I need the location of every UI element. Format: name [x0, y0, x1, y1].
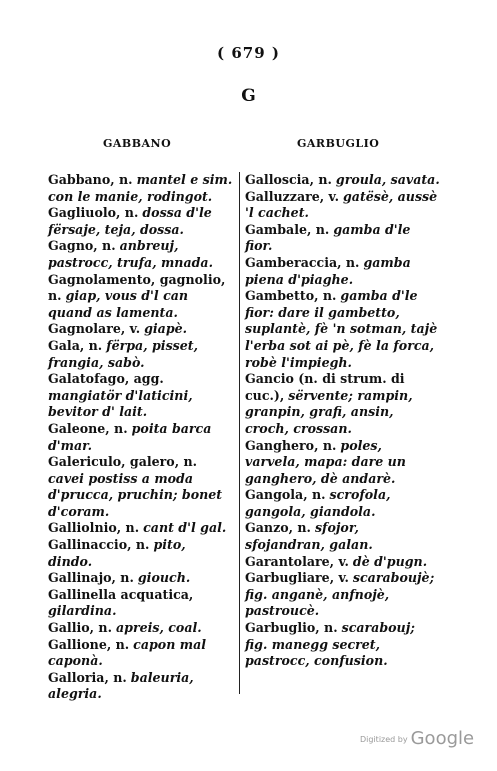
- entry-definition: poita barca d'mar.: [48, 420, 212, 453]
- dictionary-entry: [245, 371, 441, 437]
- dictionary-entry: [48, 371, 234, 421]
- entry-headword: Gallione, n.: [48, 636, 130, 652]
- entry-headword: Gallio, n.: [48, 620, 112, 636]
- entry-definition: scarabouj; fig. manegg secret, pastrocc, confusion.: [245, 620, 415, 669]
- entry-definition: baleuria, alegria.: [48, 669, 194, 702]
- dictionary-entry: [48, 338, 234, 371]
- entry-headword: Galliolnio, n.: [48, 520, 140, 536]
- dictionary-entry: [48, 620, 234, 637]
- entry-headword: Galericulo, galero, n.: [48, 454, 198, 470]
- entry-definition: dossa d'le fërsaje, teja, dossa.: [48, 205, 212, 237]
- dictionary-entry: [48, 205, 234, 238]
- dictionary-entry: [245, 288, 441, 371]
- dictionary-entry: [48, 537, 234, 570]
- entry-headword: Gagnolamento, gagnolio, n.: [48, 271, 226, 304]
- entry-headword: Ganghero, n.: [245, 437, 337, 453]
- dictionary-entry: [48, 670, 234, 703]
- entry-headword: Galluzzare, v.: [245, 188, 339, 204]
- dictionary-entry: [245, 222, 441, 255]
- entry-headword: Galatofago, agg.: [48, 371, 164, 387]
- entry-headword: Galloria, n.: [48, 669, 127, 685]
- page-number: ( 679 ): [217, 44, 280, 62]
- google-watermark: [360, 728, 474, 749]
- entry-definition: gilardina.: [48, 603, 117, 619]
- dictionary-entry: [245, 172, 441, 189]
- entry-headword: Gangola, n.: [245, 487, 326, 503]
- left-column: [48, 172, 234, 703]
- entry-headword: Gallinella acquatica,: [48, 586, 194, 602]
- dictionary-entry: [245, 487, 441, 520]
- entry-definition: poles, varvela, mapa: dare un ganghero, dè andarè.: [245, 437, 406, 486]
- entry-definition: giap, vous d'l can quand as lamenta.: [48, 288, 189, 320]
- dictionary-entry: [48, 520, 234, 537]
- dictionary-entry: [245, 520, 441, 553]
- dictionary-entry: [245, 189, 441, 222]
- dictionary-entry: [48, 421, 234, 454]
- left-column-header: GABBANO: [103, 137, 172, 150]
- entry-headword: Gambale, n.: [245, 221, 330, 237]
- entry-definition: gamba d'le fior.: [245, 221, 411, 254]
- entry-headword: Galeone, n.: [48, 420, 128, 436]
- column-divider: [239, 172, 240, 694]
- entry-definition: dè d'pugn.: [352, 553, 428, 569]
- dictionary-entry: [48, 637, 234, 670]
- entry-headword: Gala, n.: [48, 337, 103, 353]
- entry-definition: giapè.: [144, 321, 188, 337]
- entry-headword: Gallinajo, n.: [48, 570, 134, 586]
- dictionary-entry: [48, 570, 234, 587]
- dictionary-entry: [48, 587, 234, 620]
- entry-headword: Garbugliare, v.: [245, 570, 349, 586]
- entry-definition: apreis, coal.: [116, 620, 202, 636]
- entry-definition: anbreuj, pastrocc, trufa, mnada.: [48, 238, 213, 270]
- entry-definition: gamba piena d'piaghe.: [245, 254, 411, 287]
- entry-headword: Garbuglio, n.: [245, 620, 338, 636]
- dictionary-entry: [48, 172, 234, 205]
- dictionary-entry: [245, 255, 441, 288]
- entry-headword: Gagliuolo, n.: [48, 205, 139, 221]
- entry-definition: pito, dindo.: [48, 537, 186, 569]
- entry-headword: Ganzo, n.: [245, 520, 311, 536]
- dictionary-entry: [48, 454, 234, 520]
- entry-definition: fërpa, pisset, frangia, sabò.: [48, 337, 198, 370]
- watermark-prefix: Digitized by: [360, 734, 408, 744]
- section-letter: G: [241, 86, 256, 106]
- entry-headword: Gagno, n.: [48, 238, 116, 254]
- dictionary-entry: [48, 238, 234, 271]
- entry-headword: Gamberaccia, n.: [245, 254, 360, 270]
- watermark-brand: Google: [410, 728, 475, 749]
- dictionary-entry: [245, 554, 441, 571]
- dictionary-entry: [48, 272, 234, 322]
- entry-definition: capon mal caponà.: [48, 636, 207, 669]
- dictionary-entry: [245, 620, 441, 670]
- entry-definition: cavei postiss a moda d'prucca, pruchin; bonet d'coram.: [48, 470, 223, 519]
- right-column-header: GARBUGLIO: [297, 137, 380, 150]
- entry-definition: mangiatör d'laticini, bevitor d' lait.: [48, 387, 193, 420]
- entry-definition: sfojor, sfojandran, galan.: [245, 520, 373, 553]
- entry-definition: scaraboujè; fig. anganè, anfnojè, pastroucè.: [245, 570, 435, 619]
- dictionary-entry: [245, 438, 441, 488]
- entry-headword: Galloscia, n.: [245, 172, 332, 187]
- entry-definition: gamba d'le fior: dare il gambetto, suplantè, fè 'n sotman, tajè l'erba sot ai pè, fè la forca, robè l'impiegh.: [245, 288, 438, 370]
- entry-definition: cant d'l gal.: [143, 520, 227, 536]
- entry-headword: Gancio (n. di strum. di cuc.),: [245, 371, 405, 403]
- entry-definition: groula, savata.: [335, 172, 440, 187]
- right-column: [245, 172, 441, 670]
- entry-headword: Gallinaccio, n.: [48, 537, 150, 553]
- entry-definition: mantel e sim. con le manie, rodingot.: [48, 172, 233, 204]
- dictionary-entry: [48, 321, 234, 338]
- entry-headword: Gagnolare, v.: [48, 321, 141, 337]
- entry-definition: sërvente; rampin, granpin, grafi, ansin, croch, crossan.: [245, 387, 413, 436]
- entry-headword: Garantolare, v.: [245, 553, 349, 569]
- dictionary-entry: [245, 570, 441, 620]
- entry-definition: gatësè, aussè 'l cachet.: [245, 188, 438, 221]
- entry-headword: Gambetto, n.: [245, 288, 337, 304]
- entry-headword: Gabbano, n.: [48, 172, 133, 187]
- entry-definition: scrofola, gangola, giandola.: [245, 487, 391, 519]
- entry-definition: giouch.: [137, 570, 191, 586]
